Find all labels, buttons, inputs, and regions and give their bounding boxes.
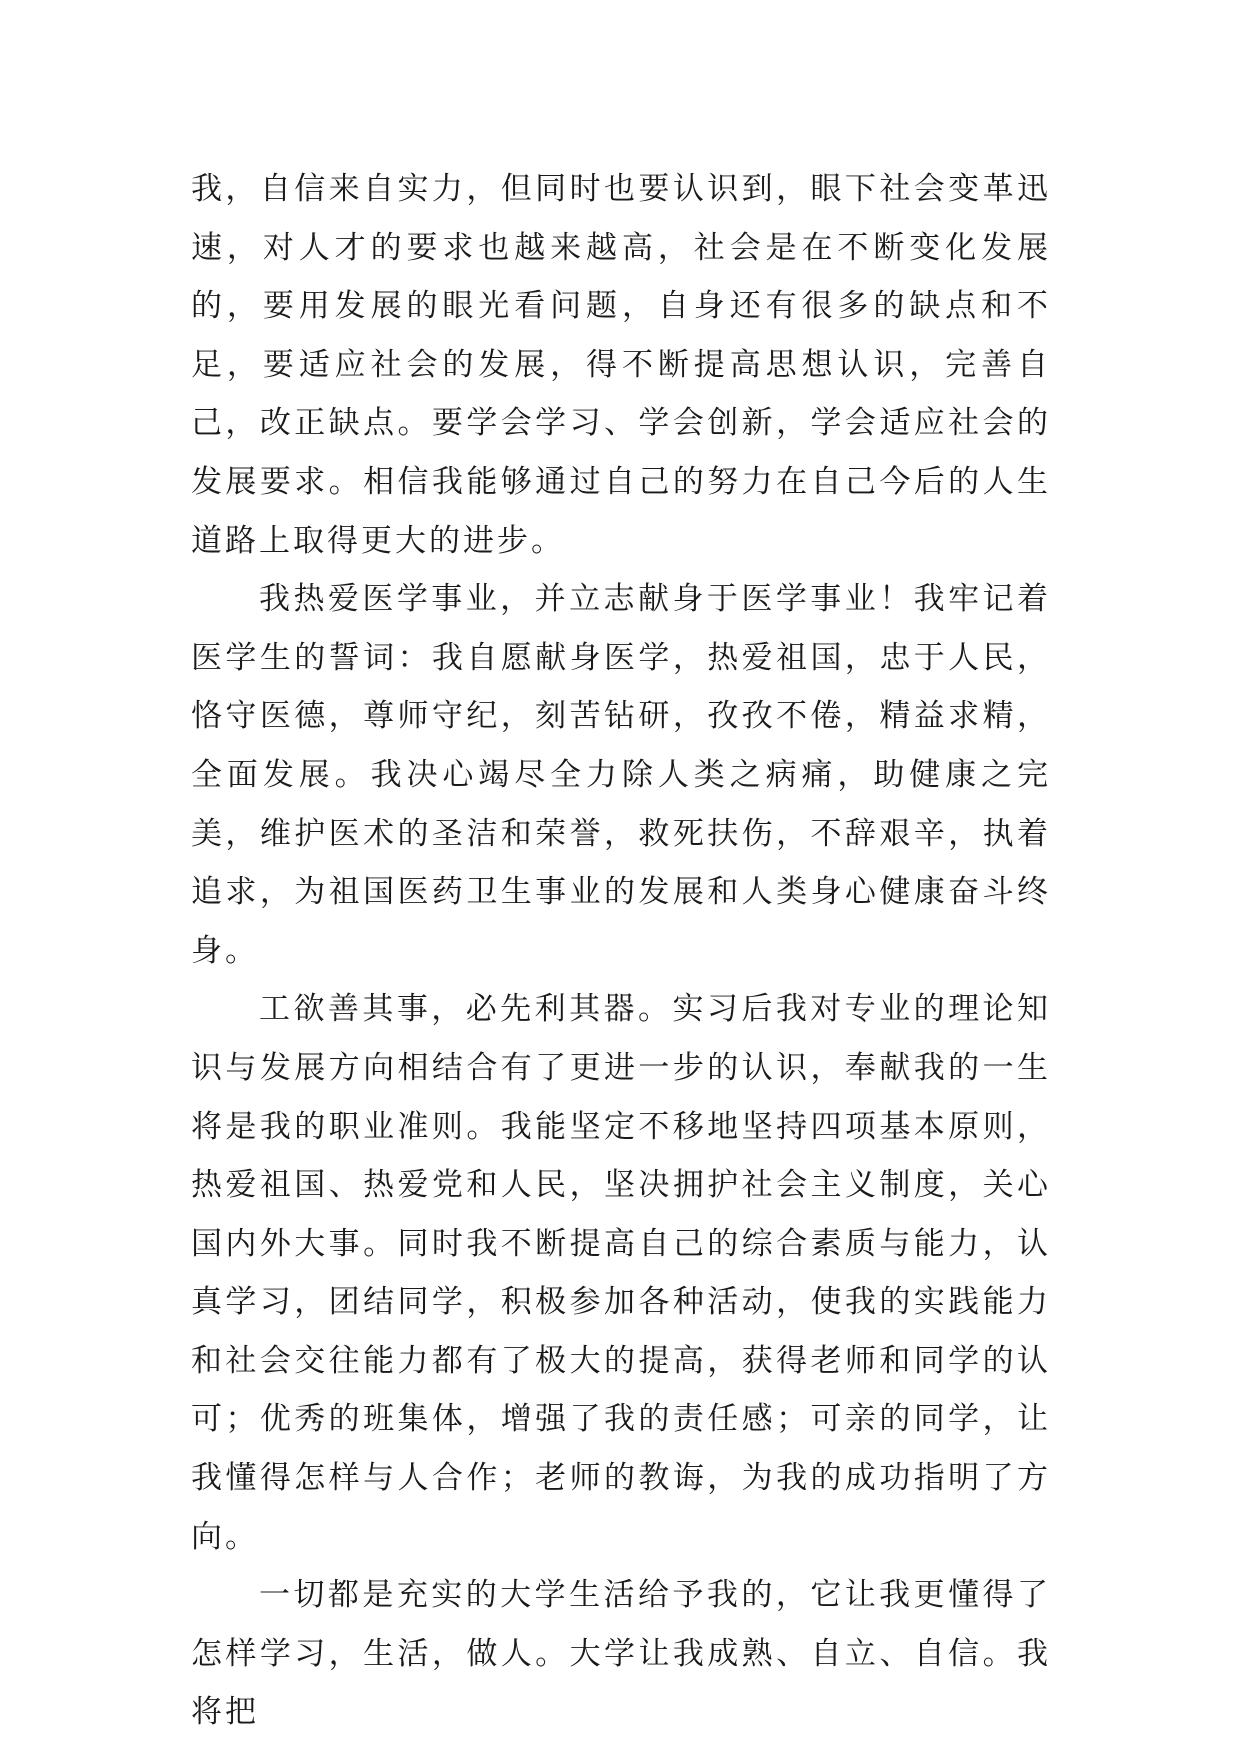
paragraph-3: 工欲善其事，必先利其器。实习后我对专业的理论知识与发展方向相结合有了更进一步的认识，奉献我的一生将是我的职业准则。我能坚定不移地坚持四项基本原则，热爱祖国、热爱党和人民，坚决拥护社会主义制度，关心国内外大事。同时我不断提高自己的综合素质与能力，认真学习，团结同学，积极参加各种活动，使我的实践能力和社会交往能力都有了极大的提高，获得老师和同学的认可；优秀的班集体，增强了我的责任感；可亲的同学，让我懂得怎样与人合作；老师的教诲，为我的成功指明了方向。 — [191, 991, 1051, 1555]
paragraph-4: 一切都是充实的大学生活给予我的，它让我更懂得了怎样学习，生活，做人。大学让我成熟、自立、自信。我将把 — [191, 1577, 1051, 1731]
paragraph-1: 我，自信来自实力，但同时也要认识到，眼下社会变革迅速，对人才的要求也越来越高，社会是在不断变化发展的，要用发展的眼光看问题，自身还有很多的缺点和不足，要适应社会的发展，得不断提高思想认识，完善自己，改正缺点。要学会学习、学会创新，学会适应社会的发展要求。相信我能够通过自己的努力在自己今后的人生道路上取得更大的进步。 — [191, 171, 1051, 559]
document-body — [191, 160, 1051, 1742]
paragraph-2: 我热爱医学事业，并立志献身于医学事业！我牢记着医学生的誓词：我自愿献身医学，热爱祖国，忠于人民，恪守医德，尊师守纪，刻苦钻研，孜孜不倦，精益求精，全面发展。我决心竭尽全力除人类之病痛，助健康之完美，维护医术的圣洁和荣誉，救死扶伤，不辞艰辛，执着追求，为祖国医药卫生事业的发展和人类身心健康奋斗终身。 — [191, 581, 1051, 969]
